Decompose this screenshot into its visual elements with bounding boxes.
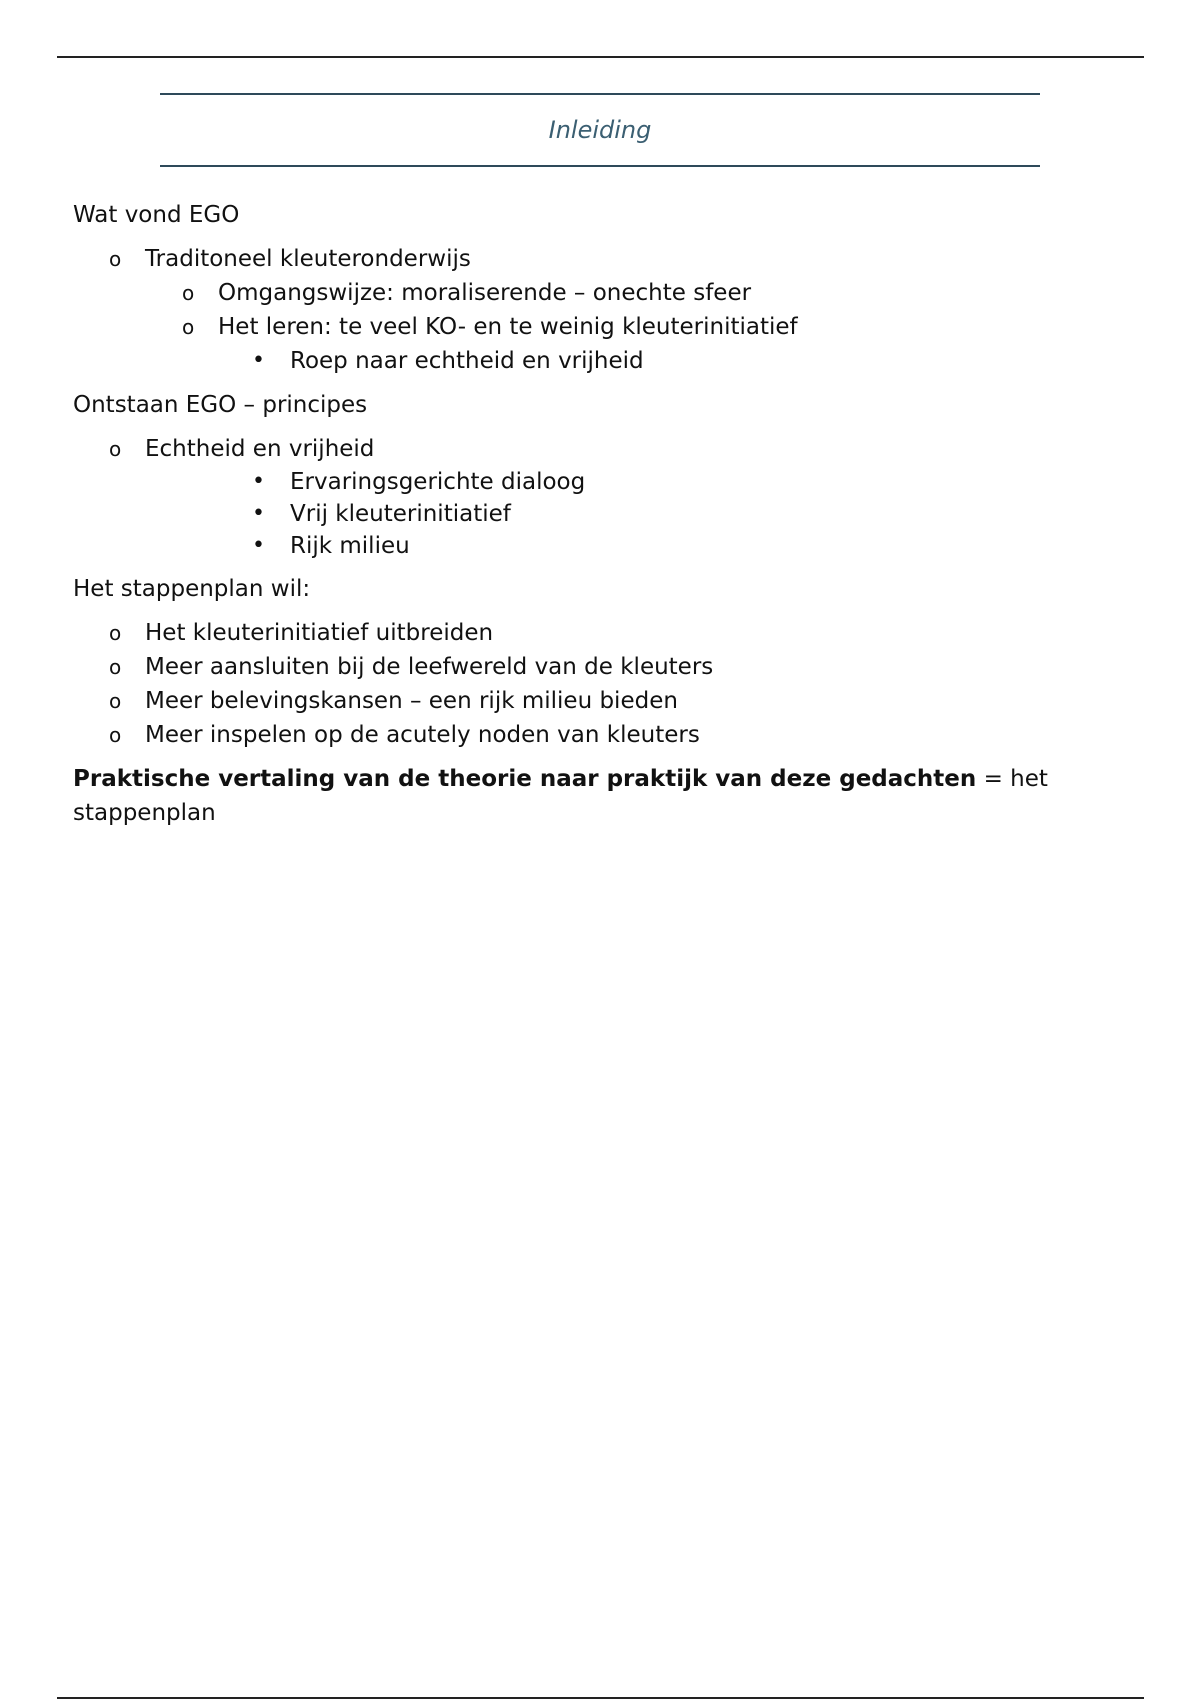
list-item-text: Rijk milieu: [290, 533, 410, 559]
conclusion-rest-text: = het stappenplan: [73, 766, 1048, 826]
section-title-stappenplan: Het stappenplan wil:: [73, 576, 311, 602]
list-item: [73, 616, 1123, 650]
list-item-text: Meer belevingskansen – een rijk milieu bieden: [145, 688, 678, 714]
section-title-ontstaan-ego: Ontstaan EGO – principes: [73, 392, 368, 418]
circle-bullet-icon: o: [109, 723, 122, 747]
circle-bullet-icon: o: [109, 655, 122, 679]
conclusion-bold-text: Praktische vertaling van de theorie naar praktijk van deze gedachten: [73, 766, 977, 792]
bottom-rule: [57, 1697, 1144, 1699]
list-item-text: Roep naar echtheid en vrijheid: [290, 348, 644, 374]
list-item: [73, 276, 1123, 310]
list-item-text: Vrij kleuterinitiatief: [290, 501, 511, 527]
list-item: [73, 718, 1123, 752]
heading-box: [160, 93, 1040, 167]
circle-bullet-icon: o: [109, 621, 122, 645]
list-item: [73, 432, 1123, 466]
list-item: [73, 650, 1123, 684]
list-item: [73, 242, 1123, 276]
top-rule: [57, 56, 1144, 58]
dot-bullet-icon: •: [252, 533, 265, 558]
list-item: [73, 684, 1123, 718]
conclusion-paragraph: [73, 762, 1123, 830]
list-item-text: Het kleuterinitiatief uitbreiden: [145, 620, 494, 646]
list-item: [73, 498, 1123, 530]
dot-bullet-icon: •: [252, 501, 265, 526]
list-item-text: Traditoneel kleuteronderwijs: [145, 246, 471, 272]
list-item-text: Meer inspelen op de acutely noden van kleuters: [145, 722, 700, 748]
list-ontstaan-ego: [73, 432, 1123, 562]
circle-bullet-icon: o: [182, 315, 195, 339]
list-item-text: Het leren: te veel KO- en te weinig kleuterinitiatief: [218, 314, 798, 340]
circle-bullet-icon: o: [109, 437, 122, 461]
list-item-text: Omgangswijze: moraliserende – onechte sfeer: [218, 280, 752, 306]
list-item: [73, 466, 1123, 498]
document-body: [73, 198, 1123, 830]
list-stappenplan: [73, 616, 1123, 752]
page-heading: Inleiding: [548, 116, 652, 144]
list-wat-vond-ego: [73, 242, 1123, 378]
list-item: [73, 344, 1123, 378]
circle-bullet-icon: o: [109, 247, 122, 271]
list-item-text: Echtheid en vrijheid: [145, 436, 375, 462]
list-item-text: Meer aansluiten bij de leefwereld van de kleuters: [145, 654, 714, 680]
section-title-wat-vond-ego: Wat vond EGO: [73, 202, 240, 228]
circle-bullet-icon: o: [182, 281, 195, 305]
dot-bullet-icon: •: [252, 348, 265, 373]
list-item-text: Ervaringsgerichte dialoog: [290, 469, 586, 495]
dot-bullet-icon: •: [252, 469, 265, 494]
circle-bullet-icon: o: [109, 689, 122, 713]
list-item: [73, 310, 1123, 344]
list-item: [73, 530, 1123, 562]
